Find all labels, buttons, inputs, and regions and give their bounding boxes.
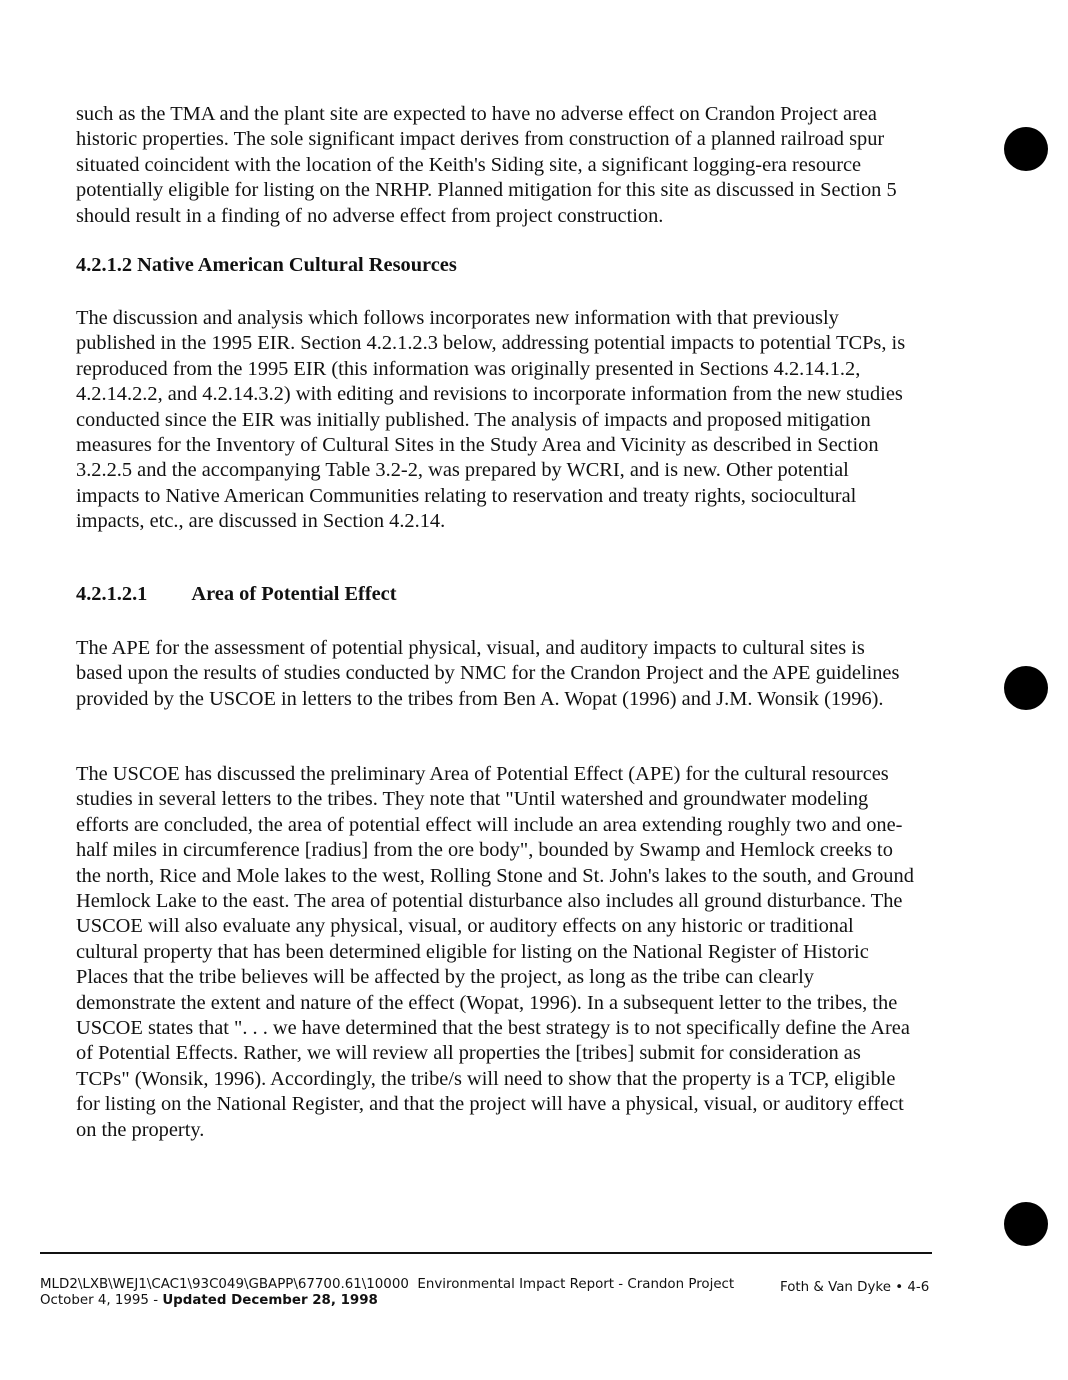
paragraph-ape-assessment: The APE for the assessment of potential physical, visual, and auditory impacts to cultural sites is based upon the results of studies conducted by NMC for the Crandon Project and the APE guidelines provided by the USCOE in letters to the tribes from Ben A. Wopat (1996) and J.M. Wonsik (1996).: [76, 637, 900, 710]
footer-bullet: •: [895, 1280, 904, 1295]
footer-right: [780, 1279, 929, 1296]
paragraph-historic-properties: such as the TMA and the plant site are expected to have no adverse effect on Crandon Project area historic properties. The sole significant impact derives from construction of a planned railroad spur situated coincident with the location of the Keith's Siding site, a significant logging-era resource potentially eligible for listing on the NRHP. Planned mitigation for this site as discussed in Section 5 should result in a finding of no adverse effect from project construction.: [76, 103, 897, 227]
footer-file-path: MLD2\LXB\WEJ1\CAC1\93C049\GBAPP\67700.61\10000: [40, 1277, 409, 1292]
footer-left-line-2: [40, 1292, 378, 1309]
binder-hole-bottom: [1004, 1202, 1048, 1246]
subsection-number: 4.2.1.2.1: [76, 583, 148, 605]
subsection-title: Area of Potential Effect: [191, 583, 397, 605]
footer-report-title: Environmental Impact Report - Crandon Project: [417, 1277, 735, 1292]
footer-date-original: October 4, 1995 -: [40, 1293, 163, 1308]
paragraph-uscoe-discussion: The USCOE has discussed the preliminary Area of Potential Effect (APE) for the cultural resources studies in several letters to the tribes. They note that "Until watershed and groundwater modeling efforts are concluded, the area of potential effect will include an area extending roughly two and one-half miles in circumference [radius] from the ore body", bounded by Swamp and Hemlock creeks to the north, Rice and Mole lakes to the west, Rolling Stone and St. John's lakes to the south, and Ground Hemlock Lake to the east. The area of potential disturbance also includes all ground disturbance. The USCOE will also evaluate any physical, visual, or auditory effects on any historic or traditional cultural property that has been determined eligible for listing on the National Register of Historic Places that the tribe believes will be affected by the project, as long as the tribe can clearly demonstrate the extent and nature of the effect (Wopat, 1996). In a subsequent letter to the tribes, the USCOE states that ". . . we have determined that the best strategy is to not specifically define the Area of Potential Effects. Rather, we will review all properties the [tribes] submit for consideration as TCPs" (Wonsik, 1996). Accordingly, the tribe/s will need to show that the property is a TCP, eligible for listing on the National Register, and that the project will have a physical, visual, or auditory effect on the property.: [76, 763, 914, 1141]
paragraph-discussion-analysis: The discussion and analysis which follows incorporates new information with that previously published in the 1995 EIR. Section 4.2.1.2.3 below, addressing potential impacts to potential TCPs, is reproduced from the 1995 EIR (this information was originally presented in Sections 4.2.14.1.2, 4.2.14.2.2, and 4.2.14.3.2) with editing and revisions to incorporate information from the new studies conducted since the EIR was initially published. The analysis of impacts and proposed mitigation measures for the Inventory of Cultural Sites in the Study Area and Vicinity as described in Section 3.2.2.5 and the accompanying Table 3.2-2, was prepared by WCRI, and is new. Other potential impacts to Native American Communities relating to reservation and treaty rights, sociocultural impacts, etc., are discussed in Section 4.2.14.: [76, 307, 906, 533]
footer-left-line-1: [40, 1276, 734, 1293]
binder-hole-middle: [1004, 666, 1048, 710]
footer-company: Foth & Van Dyke: [780, 1280, 891, 1295]
footer-date-updated: Updated December 28, 1998: [162, 1293, 378, 1308]
binder-hole-top: [1004, 127, 1048, 171]
footer-rule: [40, 1252, 932, 1254]
section-heading-native-american-cultural-resources: 4.2.1.2 Native American Cultural Resources: [76, 254, 457, 276]
subsection-heading-area-of-potential-effect: [76, 583, 397, 606]
footer-page-number: 4-6: [907, 1280, 930, 1295]
